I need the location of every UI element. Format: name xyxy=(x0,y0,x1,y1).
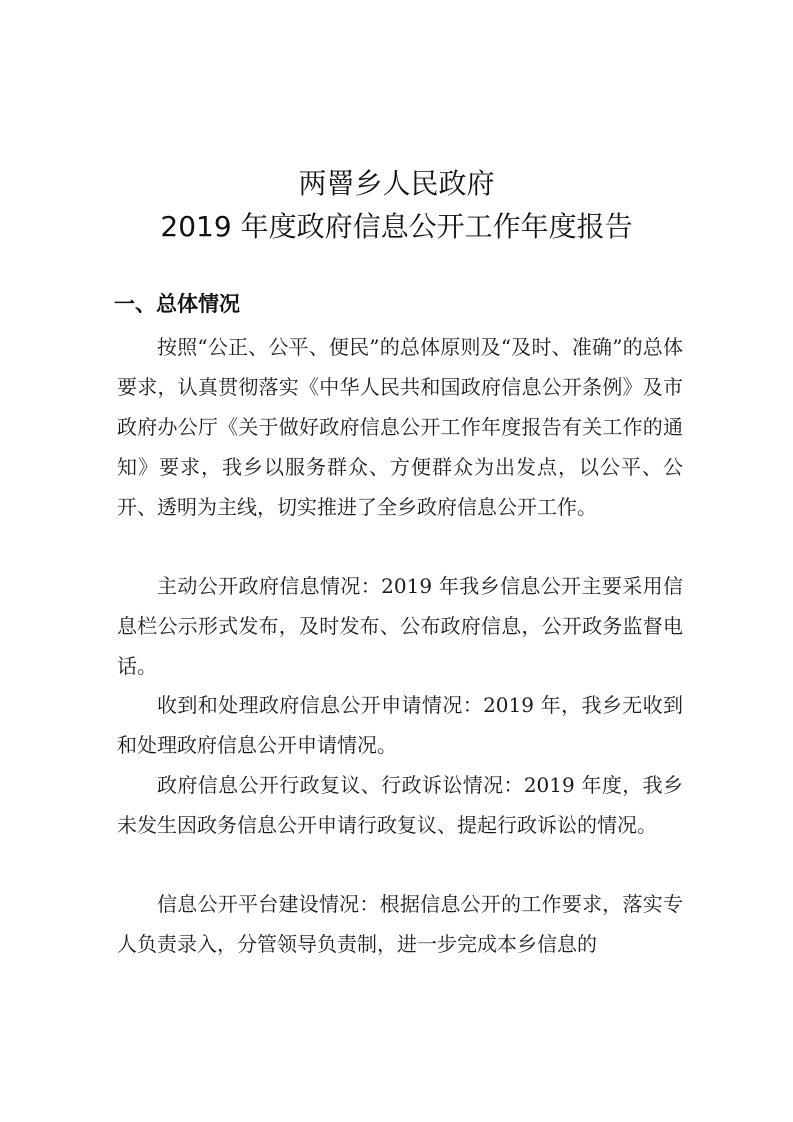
document-title-line-2: 2019 年度政府信息公开工作年度报告 xyxy=(160,210,633,243)
paragraph-platform-construction: 信息公开平台建设情况：根据信息公开的工作要求，落实专人负责录入，分管领导负责制，进一步完成本乡信息的 xyxy=(117,892,683,956)
paragraph-disclosure-requests: 收到和处理政府信息公开申请情况：2019 年，我乡无收到和处理政府信息公开申请情况。 xyxy=(117,693,683,757)
paragraph-reviews-litigation: 政府信息公开行政复议、行政诉讼情况：2019 年度，我乡未发生因政务信息公开申请行政复议、提起行政诉讼的情况。 xyxy=(117,773,683,837)
section-heading-overview: 一、总体情况 xyxy=(114,292,240,316)
paragraph-general-principles: 按照“公正、公平、便民”的总体原则及“及时、准确”的总体要求，认真贯彻落实《中华人民共和国政府信息公开条例》及市政府办公厅《关于做好政府信息公开工作年度报告有关工作的通知》要求，我乡以服务群众、方便群众为出发点，以公平、公开、透明为主线，切实推进了全乡政府信息公开工作。 xyxy=(117,335,683,519)
paragraph-proactive-disclosure: 主动公开政府信息情况：2019 年我乡信息公开主要采用信息栏公示形式发布，及时发布、公布政府信息，公开政务监督电话。 xyxy=(117,574,683,678)
document-title-line-1: 两罾乡人民政府 xyxy=(298,167,495,200)
